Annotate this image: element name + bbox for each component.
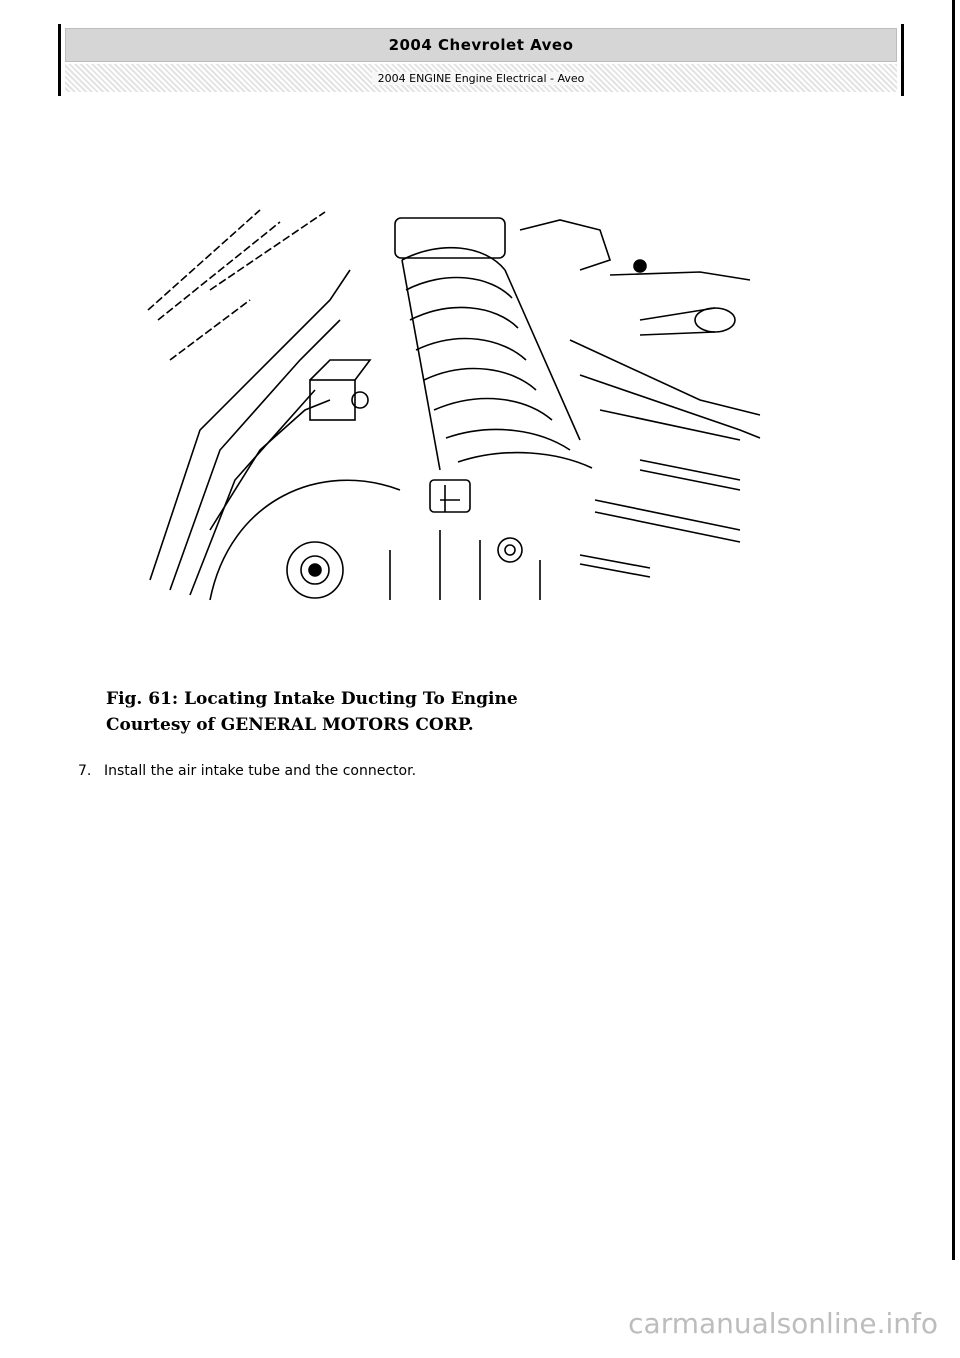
header-subtitle-bar — [65, 64, 897, 92]
step-number: 7. — [78, 763, 92, 779]
figure-caption — [106, 686, 518, 738]
header-subtitle: 2004 ENGINE Engine Electrical - Aveo — [372, 72, 591, 85]
page-header — [58, 24, 904, 96]
step-item — [78, 763, 416, 779]
header-title: 2004 Chevrolet Aveo — [65, 28, 897, 62]
caption-line2: Courtesy of GENERAL MOTORS CORP. — [106, 715, 474, 735]
caption-line1: Fig. 61: Locating Intake Ducting To Engine — [106, 689, 518, 709]
page-right-rule — [952, 0, 955, 1260]
step-text: Install the air intake tube and the connector. — [104, 763, 417, 779]
watermark-text: carmanualsonline.info — [628, 1307, 938, 1340]
engine-intake-figure — [140, 200, 770, 610]
